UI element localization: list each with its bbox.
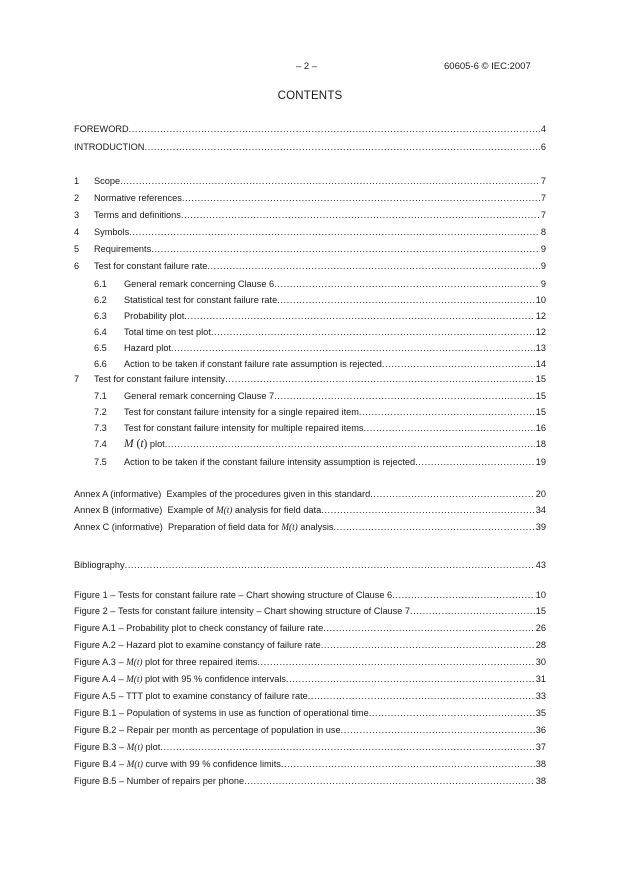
toc-entry-clause-6-1[interactable] bbox=[74, 278, 546, 291]
clause-number: 1 bbox=[74, 176, 80, 186]
leader-dots bbox=[181, 209, 540, 222]
clause-number: 6.6 bbox=[94, 359, 107, 369]
figure-label: Figure B.2 bbox=[74, 725, 117, 735]
toc-page-number: 9 bbox=[540, 244, 546, 254]
toc-entry-clause-7[interactable] bbox=[74, 373, 546, 386]
toc-page-number: 14 bbox=[535, 359, 546, 369]
toc-entry-title: Symbols bbox=[94, 227, 130, 237]
clause-number: 6.3 bbox=[94, 311, 107, 321]
clause-number: 6 bbox=[74, 261, 80, 271]
toc-page-number: 4 bbox=[540, 124, 546, 134]
toc-page-number: 30 bbox=[535, 657, 546, 667]
toc-entry-clause-6-2[interactable] bbox=[74, 294, 546, 307]
toc-page-number: 12 bbox=[535, 311, 546, 321]
toc-page-number: 19 bbox=[535, 457, 546, 467]
leader-dots bbox=[129, 123, 540, 136]
leader-dots bbox=[364, 422, 535, 435]
figure-label: Figure B.3 bbox=[74, 742, 117, 752]
leader-dots bbox=[415, 456, 535, 469]
toc-page-number: 31 bbox=[535, 674, 546, 684]
leader-dots bbox=[244, 775, 535, 788]
toc-page-number: 13 bbox=[535, 343, 546, 353]
toc-page-number: 39 bbox=[535, 522, 546, 532]
math-paren: ( bbox=[136, 438, 141, 450]
toc-entry-clause-7-4[interactable] bbox=[74, 436, 546, 452]
math-variable: M bbox=[126, 742, 135, 752]
leader-dots bbox=[274, 390, 535, 403]
toc-entry-clause-4[interactable] bbox=[74, 226, 546, 239]
toc-page-number: 9 bbox=[540, 261, 546, 271]
figure-label: Figure B.4 bbox=[74, 759, 117, 769]
toc-entry-clause-6-5[interactable] bbox=[74, 342, 546, 355]
toc-entry-title: plot bbox=[145, 742, 161, 752]
toc-entry-clause-7-5[interactable] bbox=[74, 456, 546, 469]
leader-dots bbox=[370, 488, 535, 501]
toc-entry-title: Test for constant failure rate bbox=[94, 261, 208, 271]
leader-dots bbox=[171, 342, 535, 355]
toc-entry-title: Normative references bbox=[94, 193, 182, 203]
clause-number: 6.5 bbox=[94, 343, 107, 353]
clause-number: 5 bbox=[74, 244, 80, 254]
clause-number: 6.2 bbox=[94, 295, 107, 305]
toc-entry-figure-1[interactable]: Figure 1 – Tests for constant failure rate – Chart showing structure of Clause 6 ..... 10 bbox=[74, 589, 546, 602]
leader-dots bbox=[207, 260, 540, 273]
toc-page-number: 7 bbox=[540, 193, 546, 203]
toc-page-number: 6 bbox=[540, 142, 546, 152]
toc-entry-title: curve with 99 % confidence limits bbox=[145, 759, 281, 769]
annex-label: Annex B (informative) bbox=[74, 505, 163, 515]
toc-page-number: 34 bbox=[535, 505, 546, 515]
toc-entry-title: plot with 95 % confidence intervals bbox=[145, 674, 286, 684]
toc-entry-figure-b2[interactable]: Figure B.2 – Repair per month as percentage of population in use ..... 36 bbox=[74, 724, 546, 737]
toc-page-number: 10 bbox=[535, 295, 546, 305]
leader-dots bbox=[257, 656, 534, 669]
toc-entry-title: Test for constant failure intensity for multiple repaired items bbox=[124, 423, 364, 433]
math-variable: t bbox=[137, 742, 140, 752]
toc-page-number: 28 bbox=[535, 640, 546, 650]
math-variable: M bbox=[126, 657, 134, 667]
clause-number: 7.4 bbox=[94, 439, 107, 449]
math-variable: M bbox=[215, 505, 224, 515]
leader-dots bbox=[341, 724, 535, 737]
leader-dots bbox=[274, 278, 540, 291]
toc-entry-clause-7-2[interactable] bbox=[74, 406, 546, 419]
math-variable: M bbox=[281, 522, 290, 532]
math-expression bbox=[124, 436, 147, 452]
leader-dots bbox=[151, 243, 540, 256]
math-variable: t bbox=[136, 657, 140, 667]
toc-entry-figure-a1[interactable]: Figure A.1 – Probability plot to check constancy of failure rate ..... 26 bbox=[74, 622, 546, 635]
toc-entry-figure-a5[interactable]: Figure A.5 – TTT plot to examine constancy of failure rate ..... 33 bbox=[74, 690, 546, 703]
toc-entry-title: Hazard plot bbox=[124, 343, 171, 353]
toc-entry-bibliography[interactable] bbox=[74, 559, 546, 572]
toc-entry-clause-6-4[interactable] bbox=[74, 326, 546, 339]
toc-entry-title: Action to be taken if constant failure rate assumption is rejected bbox=[124, 359, 382, 369]
toc-entry-title: Bibliography bbox=[74, 560, 125, 570]
toc-entry-title: General remark concerning Clause 7 bbox=[124, 391, 275, 401]
figure-label: Figure A.1 bbox=[74, 623, 116, 633]
toc-entry-title: Probability plot to check constancy of failure rate bbox=[126, 623, 324, 633]
math-variable: M bbox=[126, 759, 135, 769]
page-number: – 2 – bbox=[296, 61, 318, 72]
leader-dots bbox=[321, 504, 535, 517]
toc-page-number: 18 bbox=[535, 439, 546, 449]
toc-entry-clause-1[interactable] bbox=[74, 175, 546, 188]
toc-entry-figure-b3[interactable]: Figure B.3 – M ( t ) plot ..... 37 bbox=[74, 741, 546, 754]
toc-entry-clause-3[interactable] bbox=[74, 209, 546, 222]
clause-number: 7.2 bbox=[94, 407, 107, 417]
toc-entry-foreword[interactable] bbox=[74, 123, 546, 136]
toc-entry-clause-7-3[interactable] bbox=[74, 422, 546, 435]
math-variable: M bbox=[126, 674, 134, 684]
toc-entry-figure-a4[interactable]: Figure A.4 – M ( t ) plot with 95 % confidence intervals ..... 31 bbox=[74, 673, 546, 686]
toc-page-number: 10 bbox=[535, 590, 546, 600]
toc-entry-clause-5[interactable] bbox=[74, 243, 546, 256]
toc-entry-clause-6[interactable] bbox=[74, 260, 546, 273]
toc-page-number: 15 bbox=[535, 407, 546, 417]
toc-page-number: 15 bbox=[535, 391, 546, 401]
toc-entry-annex-c[interactable]: Annex C (informative) Preparation of field data for M ( t ) analysis ..... 39 bbox=[74, 521, 546, 534]
toc-entry-figure-2[interactable]: Figure 2 – Tests for constant failure intensity – Chart showing structure of Clause 7 ..... 15 bbox=[74, 605, 546, 618]
toc-entry-title: Terms and definitions bbox=[94, 210, 181, 220]
clause-number: 2 bbox=[74, 193, 80, 203]
toc-entry-figure-a2[interactable]: Figure A.2 – Hazard plot to examine constancy of failure rate ..... 28 bbox=[74, 639, 546, 652]
math-variable: t bbox=[136, 674, 140, 684]
toc-entry-clause-7-1[interactable] bbox=[74, 390, 546, 403]
toc-entry-title: Example of bbox=[167, 505, 214, 515]
clause-number: 3 bbox=[74, 210, 80, 220]
toc-entry-title-suffix: analysis bbox=[300, 522, 334, 532]
toc-page-number: 7 bbox=[540, 210, 546, 220]
toc-entry-figure-b5[interactable]: Figure B.5 – Number of repairs per phone ..... 38 bbox=[74, 775, 546, 788]
toc-entry-title-suffix: analysis for field data bbox=[234, 505, 322, 515]
figure-label: Figure A.3 bbox=[74, 657, 116, 667]
leader-dots bbox=[392, 589, 535, 602]
toc-entry-annex-a[interactable] bbox=[74, 488, 546, 501]
toc-page-number: 38 bbox=[535, 776, 546, 786]
leader-dots bbox=[286, 673, 535, 686]
math-variable: t bbox=[140, 438, 144, 450]
toc-entry-title: Hazard plot to examine constancy of failure rate bbox=[126, 640, 321, 650]
leader-dots bbox=[160, 741, 534, 754]
toc-entry-introduction[interactable] bbox=[74, 141, 546, 154]
toc-entry-title: Scope bbox=[94, 176, 121, 186]
toc-entry-title: Population of systems in use as function of operational time bbox=[126, 708, 369, 718]
toc-page-number: 38 bbox=[535, 759, 546, 769]
toc-entry-title: Number of repairs per phone bbox=[126, 776, 245, 786]
toc-entry-title: Requirements bbox=[94, 244, 152, 254]
annex-label: Annex C (informative) bbox=[74, 522, 163, 532]
toc-entry-title: Total time on test plot bbox=[124, 327, 211, 337]
math-variable: t bbox=[292, 522, 295, 532]
toc-entry-title: Probability plot bbox=[124, 311, 185, 321]
toc-entry-title: Action to be taken if the constant failure intensity assumption is rejected bbox=[124, 457, 416, 467]
toc-entry-title: Examples of the procedures given in this standard bbox=[166, 489, 371, 499]
figure-label: Figure A.2 bbox=[74, 640, 116, 650]
leader-dots bbox=[182, 192, 540, 205]
toc-page-number: 12 bbox=[535, 327, 546, 337]
toc-entry-title: Statistical test for constant failure rate bbox=[124, 295, 278, 305]
toc-page-number: 15 bbox=[535, 374, 546, 384]
toc-page-number: 43 bbox=[535, 560, 546, 570]
math-variable: M bbox=[124, 438, 134, 450]
figure-label: Figure 2 bbox=[74, 606, 108, 616]
toc-entry-annex-b[interactable]: Annex B (informative) Example of M ( t ) analysis for field data ..... 34 bbox=[74, 504, 546, 517]
toc-entry-title: General remark concerning Clause 6 bbox=[124, 279, 275, 289]
toc-entry-title: TTT plot to examine constancy of failure rate bbox=[126, 691, 308, 701]
toc-page-number: 37 bbox=[535, 742, 546, 752]
toc-entry-title: Tests for constant failure intensity – Chart showing structure of Clause 7 bbox=[117, 606, 411, 616]
toc-entry-title: Preparation of field data for bbox=[167, 522, 279, 532]
toc-entry-figure-b1[interactable]: Figure B.1 – Population of systems in use as function of operational time ..... 35 bbox=[74, 707, 546, 720]
toc-entry-title: plot bbox=[149, 439, 165, 449]
toc-page-number: 9 bbox=[540, 279, 546, 289]
figure-label: Figure B.1 bbox=[74, 708, 117, 718]
clause-number: 7.1 bbox=[94, 391, 107, 401]
toc-page-number: 7 bbox=[540, 176, 546, 186]
leader-dots bbox=[382, 358, 535, 371]
toc-page-number: 26 bbox=[535, 623, 546, 633]
toc-entry-title: INTRODUCTION bbox=[74, 142, 145, 152]
figure-label: Figure 1 bbox=[74, 590, 108, 600]
leader-dots bbox=[323, 622, 535, 635]
toc-page-number: 36 bbox=[535, 725, 546, 735]
figure-label: Figure A.5 bbox=[74, 691, 116, 701]
math-variable: t bbox=[226, 505, 230, 515]
toc-entry-clause-2[interactable] bbox=[74, 192, 546, 205]
leader-dots bbox=[321, 639, 535, 652]
toc-entry-clause-6-3[interactable] bbox=[74, 310, 546, 323]
page-title: CONTENTS bbox=[277, 90, 343, 102]
clause-number: 6.4 bbox=[94, 327, 107, 337]
leader-dots bbox=[144, 141, 539, 154]
leader-dots bbox=[125, 559, 535, 572]
leader-dots bbox=[184, 310, 535, 323]
figure-label: Figure B.5 bbox=[74, 776, 117, 786]
toc-entry-title: Repair per month as percentage of population in use bbox=[126, 725, 341, 735]
leader-dots bbox=[129, 226, 540, 239]
annex-label: Annex A (informative) bbox=[74, 489, 162, 499]
toc-entry-clause-6-6[interactable] bbox=[74, 358, 546, 371]
leader-dots bbox=[211, 326, 535, 339]
toc-entry-title: plot for three repaired items bbox=[145, 657, 258, 667]
toc-entry-title: Test for constant failure intensity bbox=[94, 374, 226, 384]
standard-reference: 60605-6 © IEC:2007 bbox=[444, 61, 531, 72]
leader-dots bbox=[369, 707, 535, 720]
leader-dots bbox=[410, 605, 535, 618]
toc-entry-title: FOREWORD bbox=[74, 124, 129, 134]
toc-page-number: 15 bbox=[535, 606, 546, 616]
toc-page-number: 8 bbox=[540, 227, 546, 237]
clause-number: 7.3 bbox=[94, 423, 107, 433]
leader-dots bbox=[225, 373, 535, 386]
leader-dots bbox=[308, 690, 535, 703]
leader-dots bbox=[277, 294, 535, 307]
leader-dots bbox=[333, 521, 534, 534]
toc-entry-title: Tests for constant failure rate – Chart showing structure of Clause 6 bbox=[117, 590, 393, 600]
clause-number: 6.1 bbox=[94, 279, 107, 289]
toc-entry-title: Test for constant failure intensity for a single repaired item bbox=[124, 407, 359, 417]
leader-dots bbox=[165, 436, 535, 452]
toc-page-number: 16 bbox=[535, 423, 546, 433]
toc-entry-figure-b4[interactable]: Figure B.4 – M ( t ) curve with 99 % confidence limits ..... 38 bbox=[74, 758, 546, 771]
clause-number: 7 bbox=[74, 374, 80, 384]
toc-page-number: 33 bbox=[535, 691, 546, 701]
leader-dots bbox=[359, 406, 535, 419]
math-variable: t bbox=[137, 759, 140, 769]
toc-entry-figure-a3[interactable]: Figure A.3 – M ( t ) plot for three repaired items ..... 30 bbox=[74, 656, 546, 669]
leader-dots bbox=[120, 175, 540, 188]
clause-number: 7.5 bbox=[94, 457, 107, 467]
figure-label: Figure A.4 bbox=[74, 674, 116, 684]
leader-dots bbox=[281, 758, 535, 771]
toc-page-number: 20 bbox=[535, 489, 546, 499]
clause-number: 4 bbox=[74, 227, 80, 237]
toc-page-number: 35 bbox=[535, 708, 546, 718]
math-paren: ) bbox=[143, 438, 148, 450]
